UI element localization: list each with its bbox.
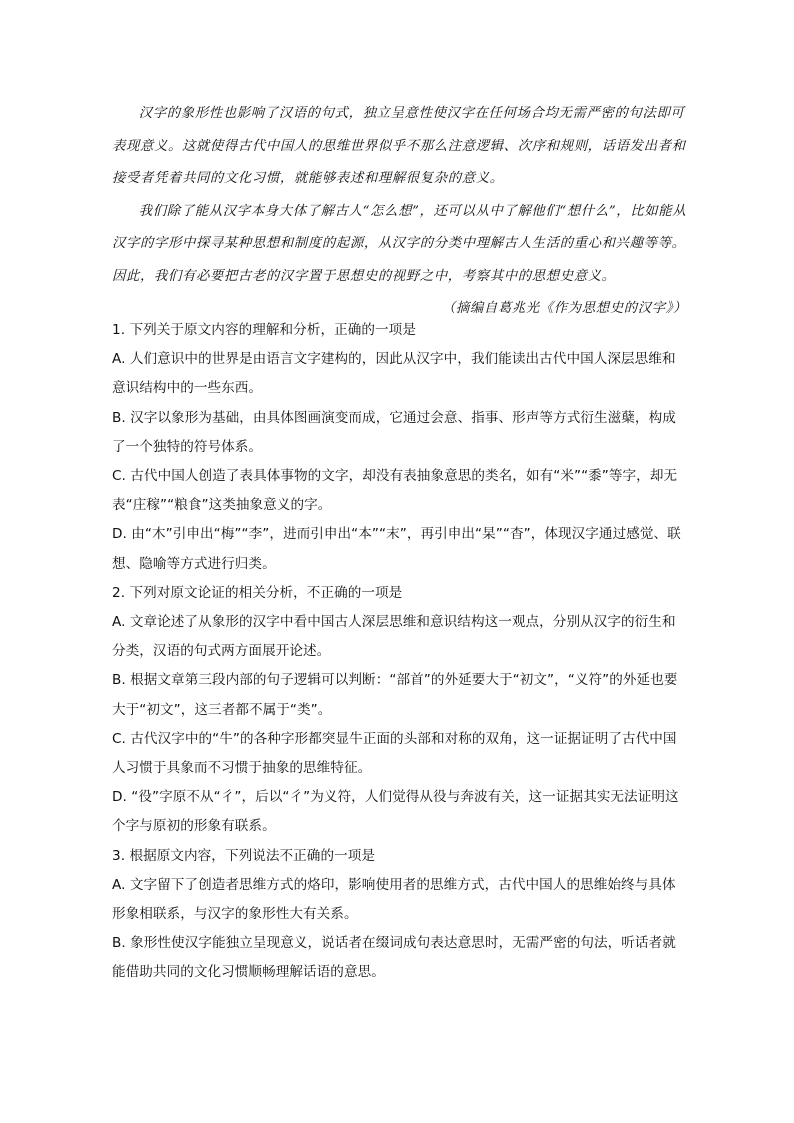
question-list [112,316,684,988]
option-b: B. 汉字以象形为基础，由具体图画演变而成，它通过会意、指事、形声等方式衍生滋蘖，构成了一个独特的符号体系。 [112,409,676,455]
option-a: A. 文章论述了从象形的汉字中看中国古人深层思维和意识结构这一观点，分别从汉字的衍生和分类，汉语的句式两方面展开论述。 [112,614,676,660]
passage-paragraph: 我们除了能从汉字本身大体了解古人“怎么想”，还可以从中了解他们“想什么”，比如能从汉字的字形中探寻某种思想和制度的起源，从汉字的分类中理解古人生活的重心和兴趣等等。因此，我们有必要把古老的汉字置于思想史的视野之中，考察其中的思想史意义。 [112,203,687,284]
option-c: C. 古代中国人创造了表具体事物的文字，却没有表抽象意思的类名，如有“米”“黍”等字，却无表“庄稼”“粮食”这类抽象意义的字。 [112,468,678,514]
question-1 [112,316,684,579]
reading-passage [112,98,687,326]
option-d: D. “役”字原不从“彳”，后以“彳”为义符，人们觉得从役与奔波有关，这一证据其实无法证明这个字与原初的形象有联系。 [112,789,679,835]
option-b: B. 象形性使汉字能独立呈现意义，说话者在缀词成句表达意思时，无需严密的句法，听话者就能借助共同的文化习惯顺畅理解话语的意思。 [112,935,676,981]
question-stem: 3. 根据原文内容，下列说法不正确的一项是 [112,847,376,864]
question-stem: 2. 下列对原文论证的相关分析，不正确的一项是 [112,584,403,601]
option-c: C. 古代汉字中的“牛”的各种字形都突显牛正面的头部和对称的双角，这一证据证明了古代中国人习惯于具象而不习惯于抽象的思维特征。 [112,730,677,777]
option-a: A. 人们意识中的世界是由语言文字建构的，因此从汉字中，我们能读出古代中国人深层思维和意识结构中的一些东西。 [112,351,676,397]
question-stem: 1. 下列关于原文内容的理解和分析，正确的一项是 [112,322,416,338]
question-2 [112,579,684,842]
passage-source: （摘编自葛兆光《作为思想史的汉字》） [441,301,687,316]
option-a: A. 文字留下了创造者思维方式的烙印，影响使用者的思维方式，古代中国人的思维始终与具体形象相联系，与汉字的象形性大有关系。 [112,876,676,923]
passage-paragraph: 汉字的象形性也影响了汉语的句式，独立呈意性使汉字在任何场合均无需严密的句法即可表现意义。这就使得古代中国人的思维世界似乎不那么注意逻辑、次序和规则，话语发出者和接受者凭着共同的文化习惯，就能够表述和理解很复杂的意义。 [112,106,686,186]
option-d: D. 由“木”引申出“梅”“李”，进而引申出“本”“末”，再引申出“杲”“杳”，体现汉字通过感觉、联想、隐喻等方式进行归类。 [112,526,681,572]
option-b: B. 根据文章第三段内部的句子逻辑可以判断：“部首”的外延要大于“初文”，“义符”的外延也要大于“初文”，这三者都不属于“类”。 [112,672,678,718]
question-3 [112,842,684,988]
